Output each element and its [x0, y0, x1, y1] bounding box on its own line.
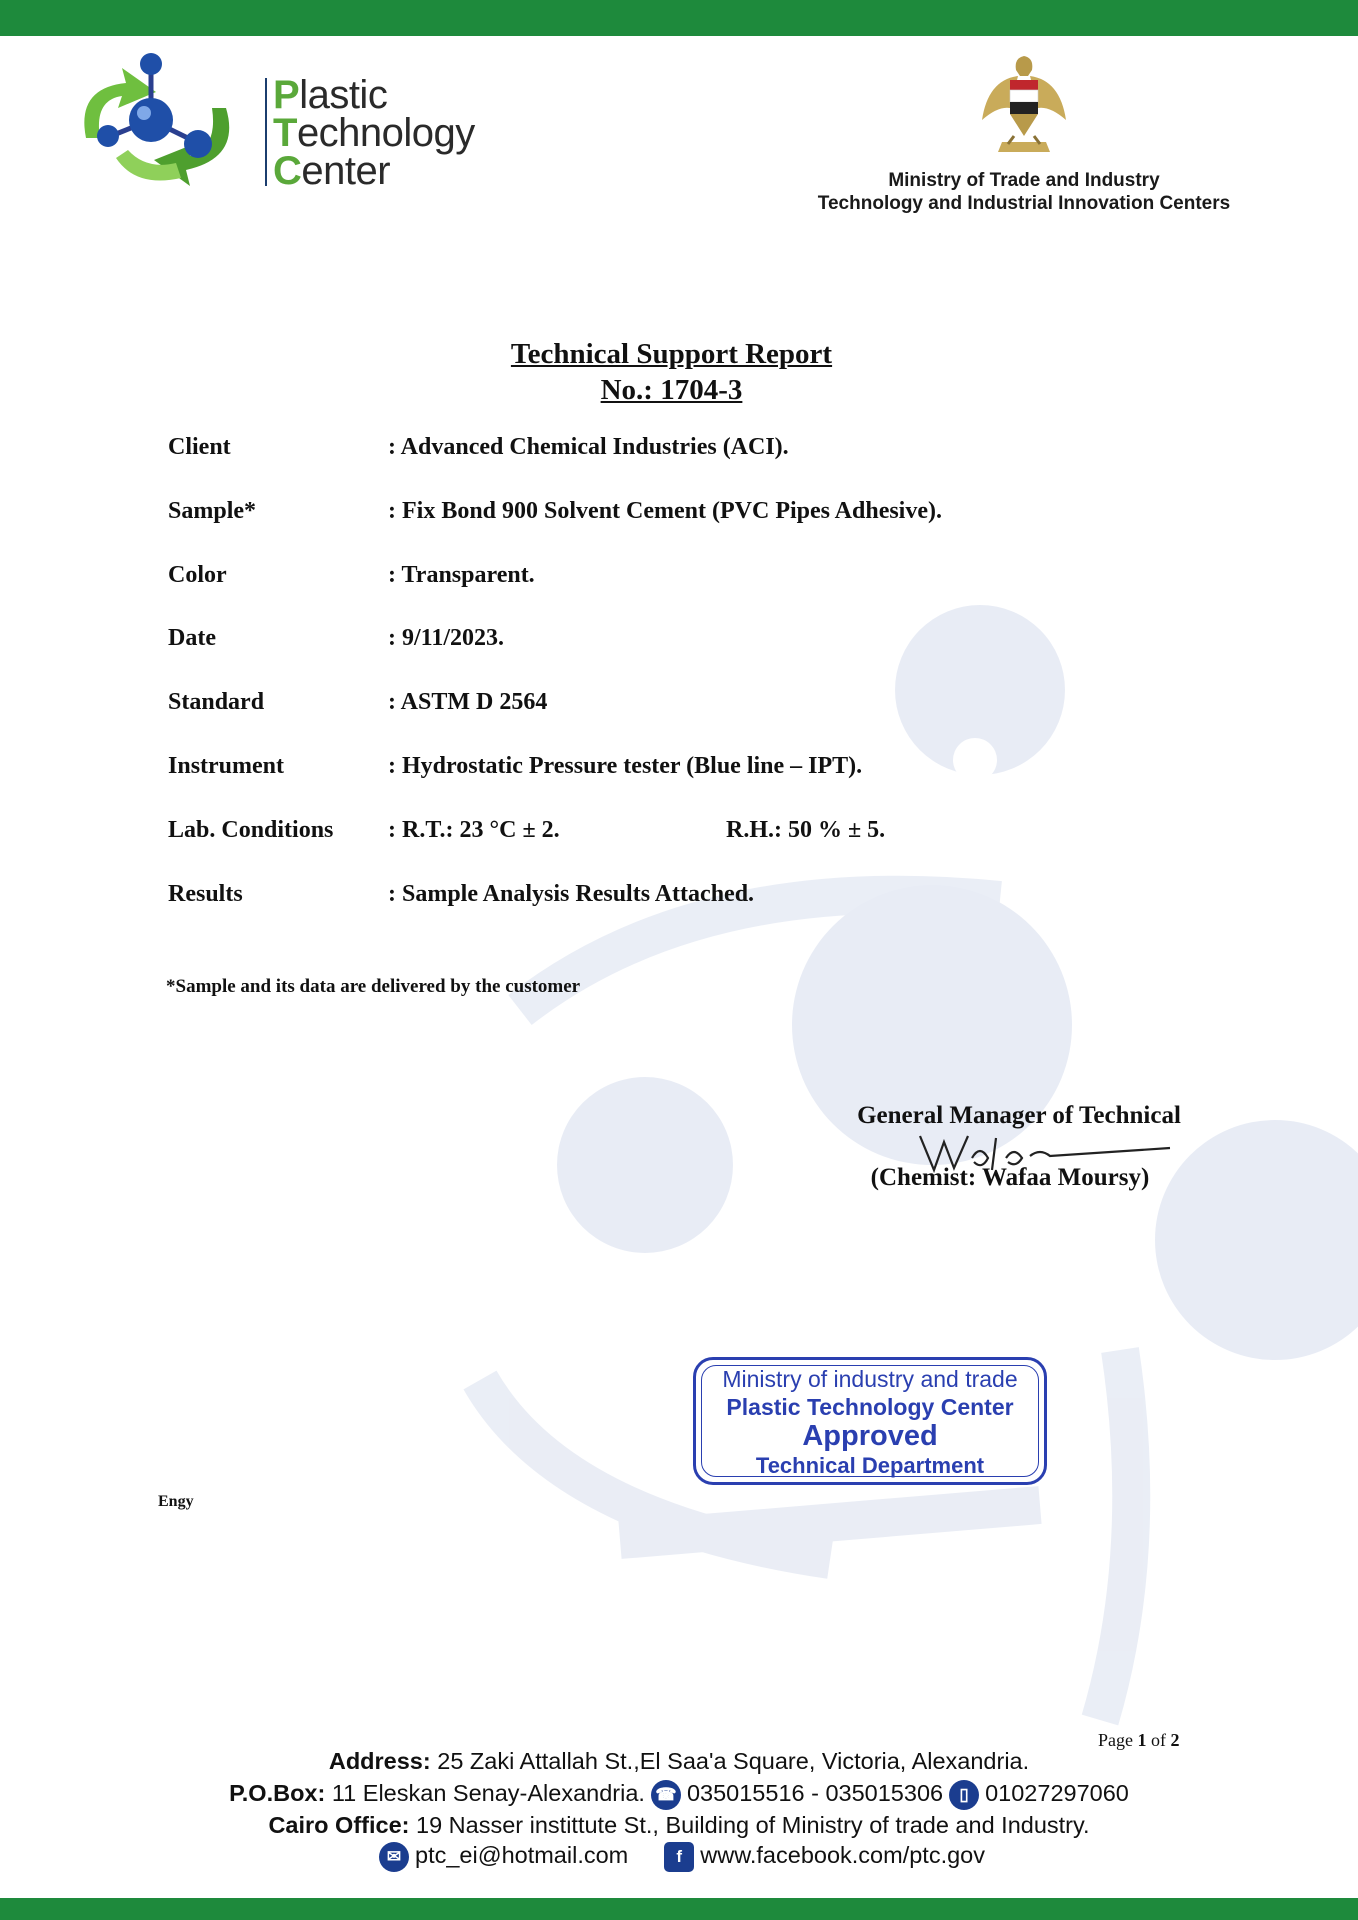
cairo-label: Cairo Office: [268, 1812, 410, 1838]
field-color [168, 556, 1268, 620]
handwritten-signature-icon [910, 1128, 1180, 1178]
field-client [168, 428, 1268, 492]
logo-line-2: echnology [296, 111, 475, 155]
signatory-name: (Chemist: Wafaa Moursy) [870, 1164, 1150, 1191]
ministry-header [764, 50, 1284, 214]
field-sample [168, 492, 1268, 556]
email-icon: ✉ [379, 1842, 409, 1872]
field-value: : Transparent. [388, 561, 535, 588]
address-label: Address: [328, 1748, 431, 1774]
field-label: Standard [168, 689, 265, 716]
footer-cairo-line [0, 1812, 1358, 1839]
field-label: Client [168, 434, 231, 460]
ptc-logo [56, 48, 496, 198]
field-value: : Advanced Chemical Industries (ACI). [388, 434, 789, 460]
cairo-text: 19 Nasser instittute St., Building of Ministry of trade and Industry. [409, 1812, 1090, 1838]
field-standard [168, 683, 1268, 747]
email-address: ptc_ei@hotmail.com [415, 1842, 629, 1869]
field-instrument [168, 747, 1268, 811]
report-title-block [0, 336, 1343, 408]
stamp-line-3: Approved [802, 1420, 938, 1452]
field-label: Lab. Conditions [168, 816, 334, 843]
eagle-emblem-icon [978, 50, 1070, 162]
page-prefix: Page [1098, 1730, 1138, 1750]
stamp-line-4: Technical Department [755, 1453, 985, 1478]
page-current: 1 [1137, 1730, 1147, 1750]
address-text: 25 Zaki Attallah St.,El Saa'a Square, Victoria, Alexandria. [430, 1748, 1030, 1774]
molecule-logo-icon [56, 48, 256, 198]
footer-address-line [0, 1748, 1358, 1775]
field-value: : Fix Bond 900 Solvent Cement (PVC Pipes Adhesive). [388, 497, 942, 524]
page-total: 2 [1170, 1730, 1180, 1750]
pobox-text: 11 Eleskan Senay-Alexandria. [325, 1780, 645, 1807]
field-value-humidity: R.H.: 50 % ± 5. [726, 816, 886, 843]
footer-online-line [0, 1842, 1358, 1872]
field-label: Sample* [168, 497, 257, 524]
field-value: : Hydrostatic Pressure tester (Blue line – IPT). [388, 752, 863, 779]
author-initials: Engy [158, 1493, 194, 1510]
logo-line-3: enter [301, 149, 391, 193]
mobile-number: 01027297060 [985, 1780, 1129, 1807]
logo-wordmark: Plastic Technology Center [273, 73, 475, 193]
field-value: : R.T.: 23 °C ± 2. [388, 816, 560, 843]
logo-divider [265, 78, 267, 186]
centers-name: Technology and Industrial Innovation Centers [817, 193, 1231, 214]
logo-line-1: lastic [299, 73, 388, 117]
ministry-name: Ministry of Trade and Industry [888, 170, 1160, 191]
pobox-label: P.O.Box: [229, 1780, 326, 1807]
signature-block [800, 1100, 1220, 1194]
bottom-color-band [0, 1898, 1358, 1920]
stamp-line-2: Plastic Technology Center [726, 1394, 1014, 1420]
field-label: Color [168, 561, 227, 588]
facebook-url: www.facebook.com/ptc.gov [700, 1842, 985, 1869]
field-value: : ASTM D 2564 [388, 689, 548, 716]
signatory-title: General Manager of Technical [857, 1102, 1181, 1129]
phone-icon: ☎ [651, 1780, 681, 1810]
page-sep: of [1146, 1730, 1171, 1750]
field-label: Results [168, 880, 243, 907]
report-fields [168, 428, 1268, 938]
phone-numbers: 035015516 - 035015306 [686, 1780, 944, 1807]
field-value: : Sample Analysis Results Attached. [388, 880, 755, 907]
customer-note: *Sample and its data are delivered by the customer [166, 976, 581, 997]
report-number: No.: 1704-3 [600, 374, 743, 406]
field-label: Instrument [168, 752, 285, 779]
field-label: Date [168, 625, 216, 652]
stamp-line-1: Ministry of industry and trade [722, 1366, 1018, 1392]
report-title: Technical Support Report [510, 338, 833, 370]
approval-stamp [693, 1357, 1047, 1485]
mobile-icon: ▯ [949, 1780, 979, 1810]
field-lab-conditions [168, 811, 1268, 875]
field-results [168, 875, 1268, 939]
field-value: : 9/11/2023. [388, 625, 505, 652]
facebook-icon: f [664, 1842, 694, 1872]
footer-pobox-line [0, 1780, 1358, 1810]
field-date [168, 619, 1268, 683]
